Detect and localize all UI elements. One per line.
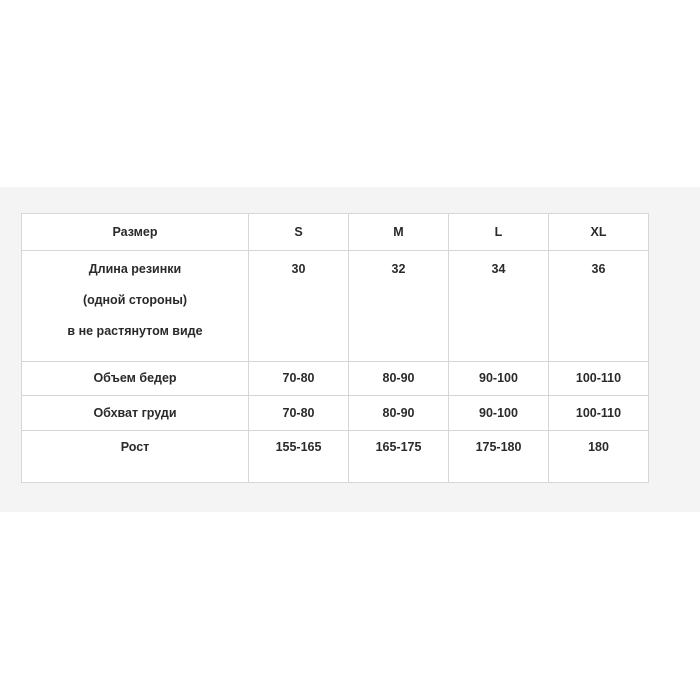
header-size-s: S (249, 214, 349, 251)
table-cell: 80-90 (349, 396, 449, 431)
table-cell: 70-80 (249, 362, 349, 396)
table-cell: 30 (249, 251, 349, 362)
table-cell: 100-110 (549, 396, 649, 431)
table-row (22, 362, 649, 396)
row-label-chest: Обхват груди (22, 396, 249, 431)
table-cell: 34 (449, 251, 549, 362)
header-size-label: Размер (22, 214, 249, 251)
header-size-m: M (349, 214, 449, 251)
row-label-hips: Объем бедер (22, 362, 249, 396)
table-header-row (22, 214, 649, 251)
table-row (22, 431, 649, 483)
row-label-elastic-length (22, 251, 249, 362)
table-row (22, 396, 649, 431)
table-cell: 175-180 (449, 431, 549, 483)
row-label-height: Рост (22, 431, 249, 483)
table-cell: 100-110 (549, 362, 649, 396)
table-cell: 155-165 (249, 431, 349, 483)
table-cell: 165-175 (349, 431, 449, 483)
table-cell: 80-90 (349, 362, 449, 396)
table-cell: 36 (549, 251, 649, 362)
header-size-l: L (449, 214, 549, 251)
header-size-xl: XL (549, 214, 649, 251)
table-cell: 70-80 (249, 396, 349, 431)
table-cell: 32 (349, 251, 449, 362)
table-cell: 90-100 (449, 362, 549, 396)
size-chart-table (21, 213, 649, 483)
table-cell: 90-100 (449, 396, 549, 431)
row-label-line: Длина резинки (88, 262, 182, 276)
table-row (22, 251, 649, 362)
row-label-line: (одной стороны) (82, 293, 188, 307)
row-label-line: в не растянутом виде (67, 324, 203, 338)
table-cell: 180 (549, 431, 649, 483)
